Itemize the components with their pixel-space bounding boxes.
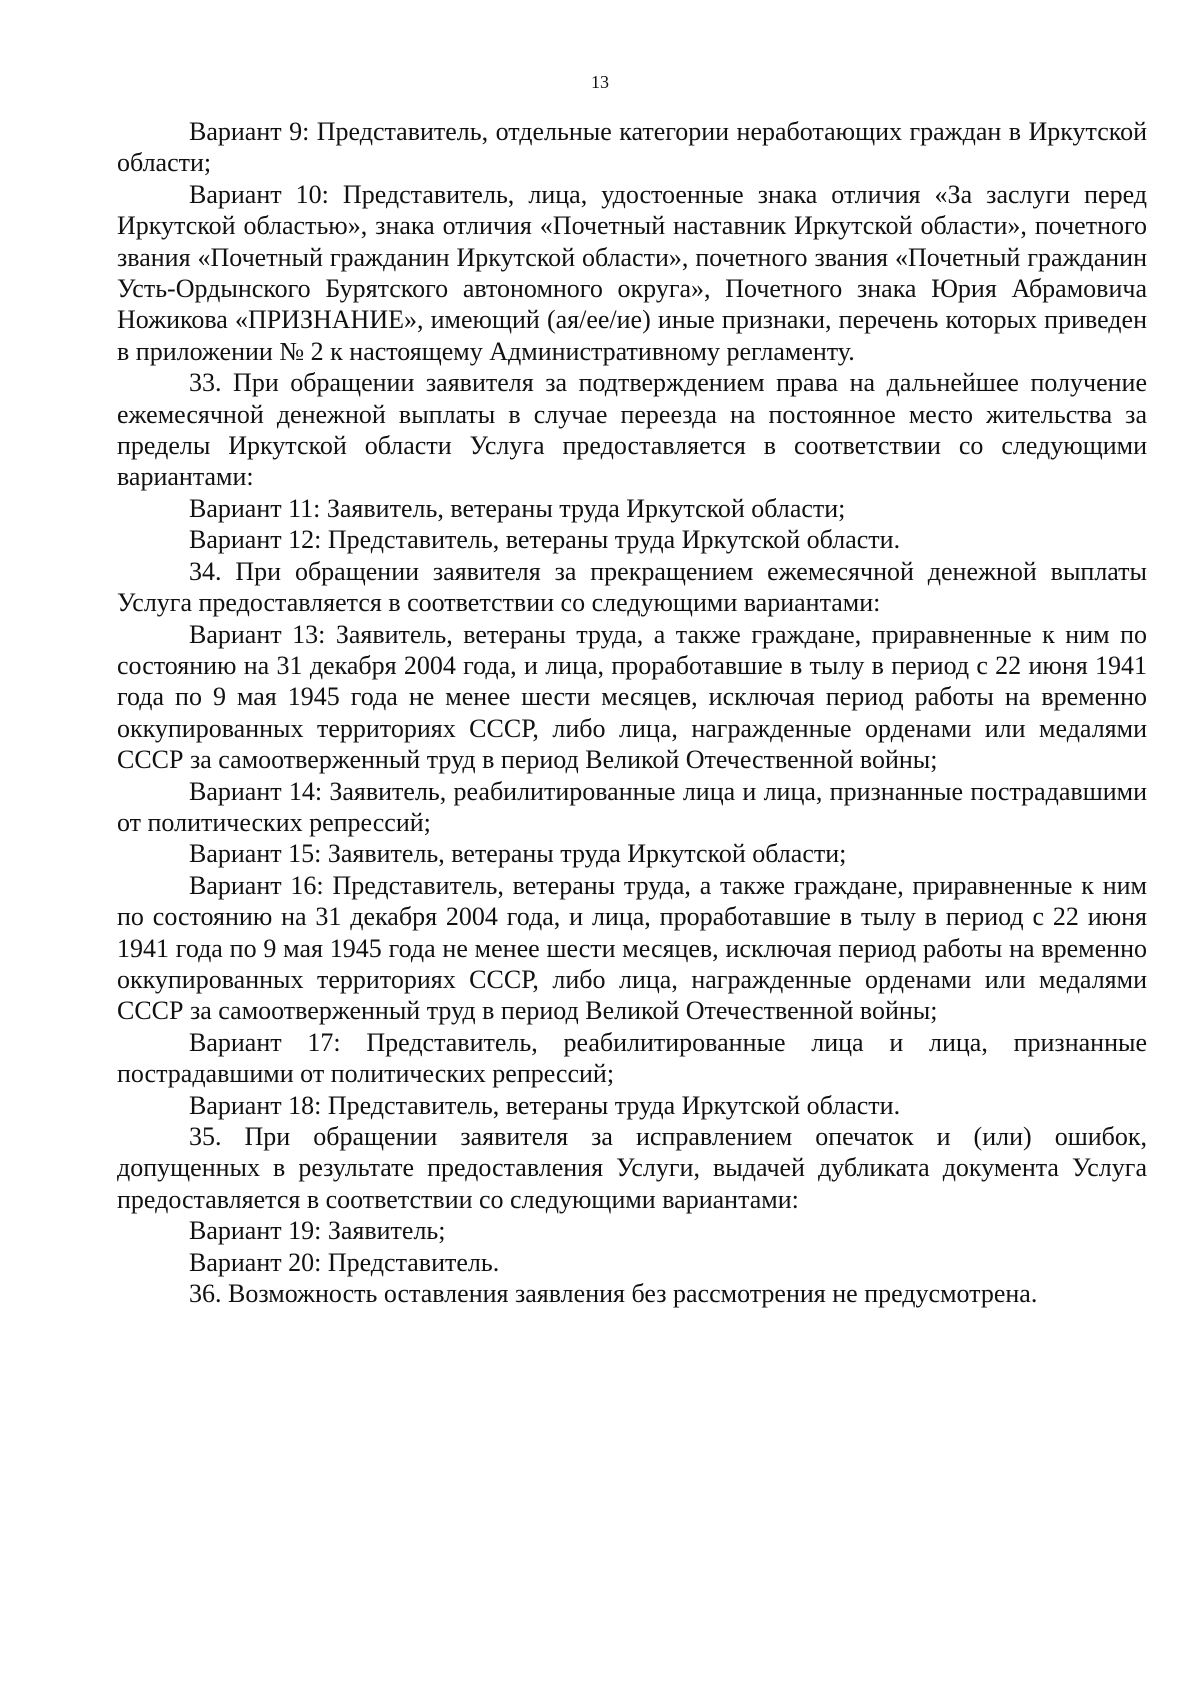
paragraph-variant-10: Вариант 10: Представитель, лица, удостоенные знака отличия «За заслуги перед Иркутской областью», знака отличия «Почетный наставник Иркутской области», почетного звания «Почетный гражданин Иркутской области», почетного звания «Почетный гражданин Усть-Ордынского Бурятского автономного округа», Почетного знака Юрия Абрамовича Ножикова «ПРИЗНАНИЕ», имеющий (ая/ее/ие) иные признаки, перечень которых приведен в приложении № 2 к настоящему Административному регламенту. [117, 179, 1147, 366]
paragraph-variant-16: Вариант 16: Представитель, ветераны труда, а также граждане, приравненные к ним по состоянию на 31 декабря 2004 года, и лица, проработавшие в тылу в период с 22 июня 1941 года по 9 мая 1945 года не менее шести месяцев, исключая период работы на временно оккупированных территориях СССР, либо лица, награжденные орденами или медалями СССР за самоотверженный труд в период Великой Отечественной войны; [117, 870, 1147, 1026]
paragraph-variant-11: Вариант 11: Заявитель, ветераны труда Иркутской области; [189, 493, 846, 523]
document-body [117, 116, 1147, 1309]
paragraph-variant-9: Вариант 9: Представитель, отдельные категории неработающих граждан в Иркутской области; [117, 117, 1147, 178]
paragraph-variant-20: Вариант 20: Представитель. [189, 1247, 500, 1277]
paragraph-item-36: 36. Возможность оставления заявления без рассмотрения не предусмотрена. [189, 1279, 1038, 1309]
paragraph-variant-18: Вариант 18: Представитель, ветераны труда Иркутской области. [189, 1090, 901, 1120]
paragraph-item-33: 33. При обращении заявителя за подтверждением права на дальнейшее получение ежемесячной денежной выплаты в случае переезда на постоянное место жительства за пределы Иркутской области Услуга предоставляется в соответствии со следующими вариантами: [117, 368, 1147, 492]
paragraph-variant-19: Вариант 19: Заявитель; [189, 1216, 446, 1246]
paragraph-item-35: 35. При обращении заявителя за исправлением опечаток и (или) ошибок, допущенных в результате предоставления Услуги, выдачей дубликата документа Услуга предоставляется в соответствии со следующими вариантами: [117, 1122, 1147, 1214]
paragraph-variant-14: Вариант 14: Заявитель, реабилитированные лица и лица, признанные пострадавшими от политических репрессий; [117, 776, 1147, 837]
paragraph-variant-17: Вариант 17: Представитель, реабилитированные лица и лица, признанные пострадавшими от политических репрессий; [117, 1027, 1147, 1089]
page-number: 13 [591, 72, 609, 92]
paragraph-item-34: 34. При обращении заявителя за прекращением ежемесячной денежной выплаты Услуга предоставляется в соответствии со следующими вариантами: [117, 556, 1147, 618]
paragraph-variant-15: Вариант 15: Заявитель, ветераны труда Иркутской области; [189, 839, 847, 869]
paragraph-variant-12: Вариант 12: Представитель, ветераны труда Иркутской области. [189, 525, 901, 555]
paragraph-variant-13: Вариант 13: Заявитель, ветераны труда, а также граждане, приравненные к ним по состоянию на 31 декабря 2004 года, и лица, проработавшие в тылу в период с 22 июня 1941 года по 9 мая 1945 года не менее шести месяцев, исключая период работы на временно оккупированных территориях СССР, либо лица, награжденные орденами или медалями СССР за самоотверженный труд в период Великой Отечественной войны; [117, 619, 1147, 775]
